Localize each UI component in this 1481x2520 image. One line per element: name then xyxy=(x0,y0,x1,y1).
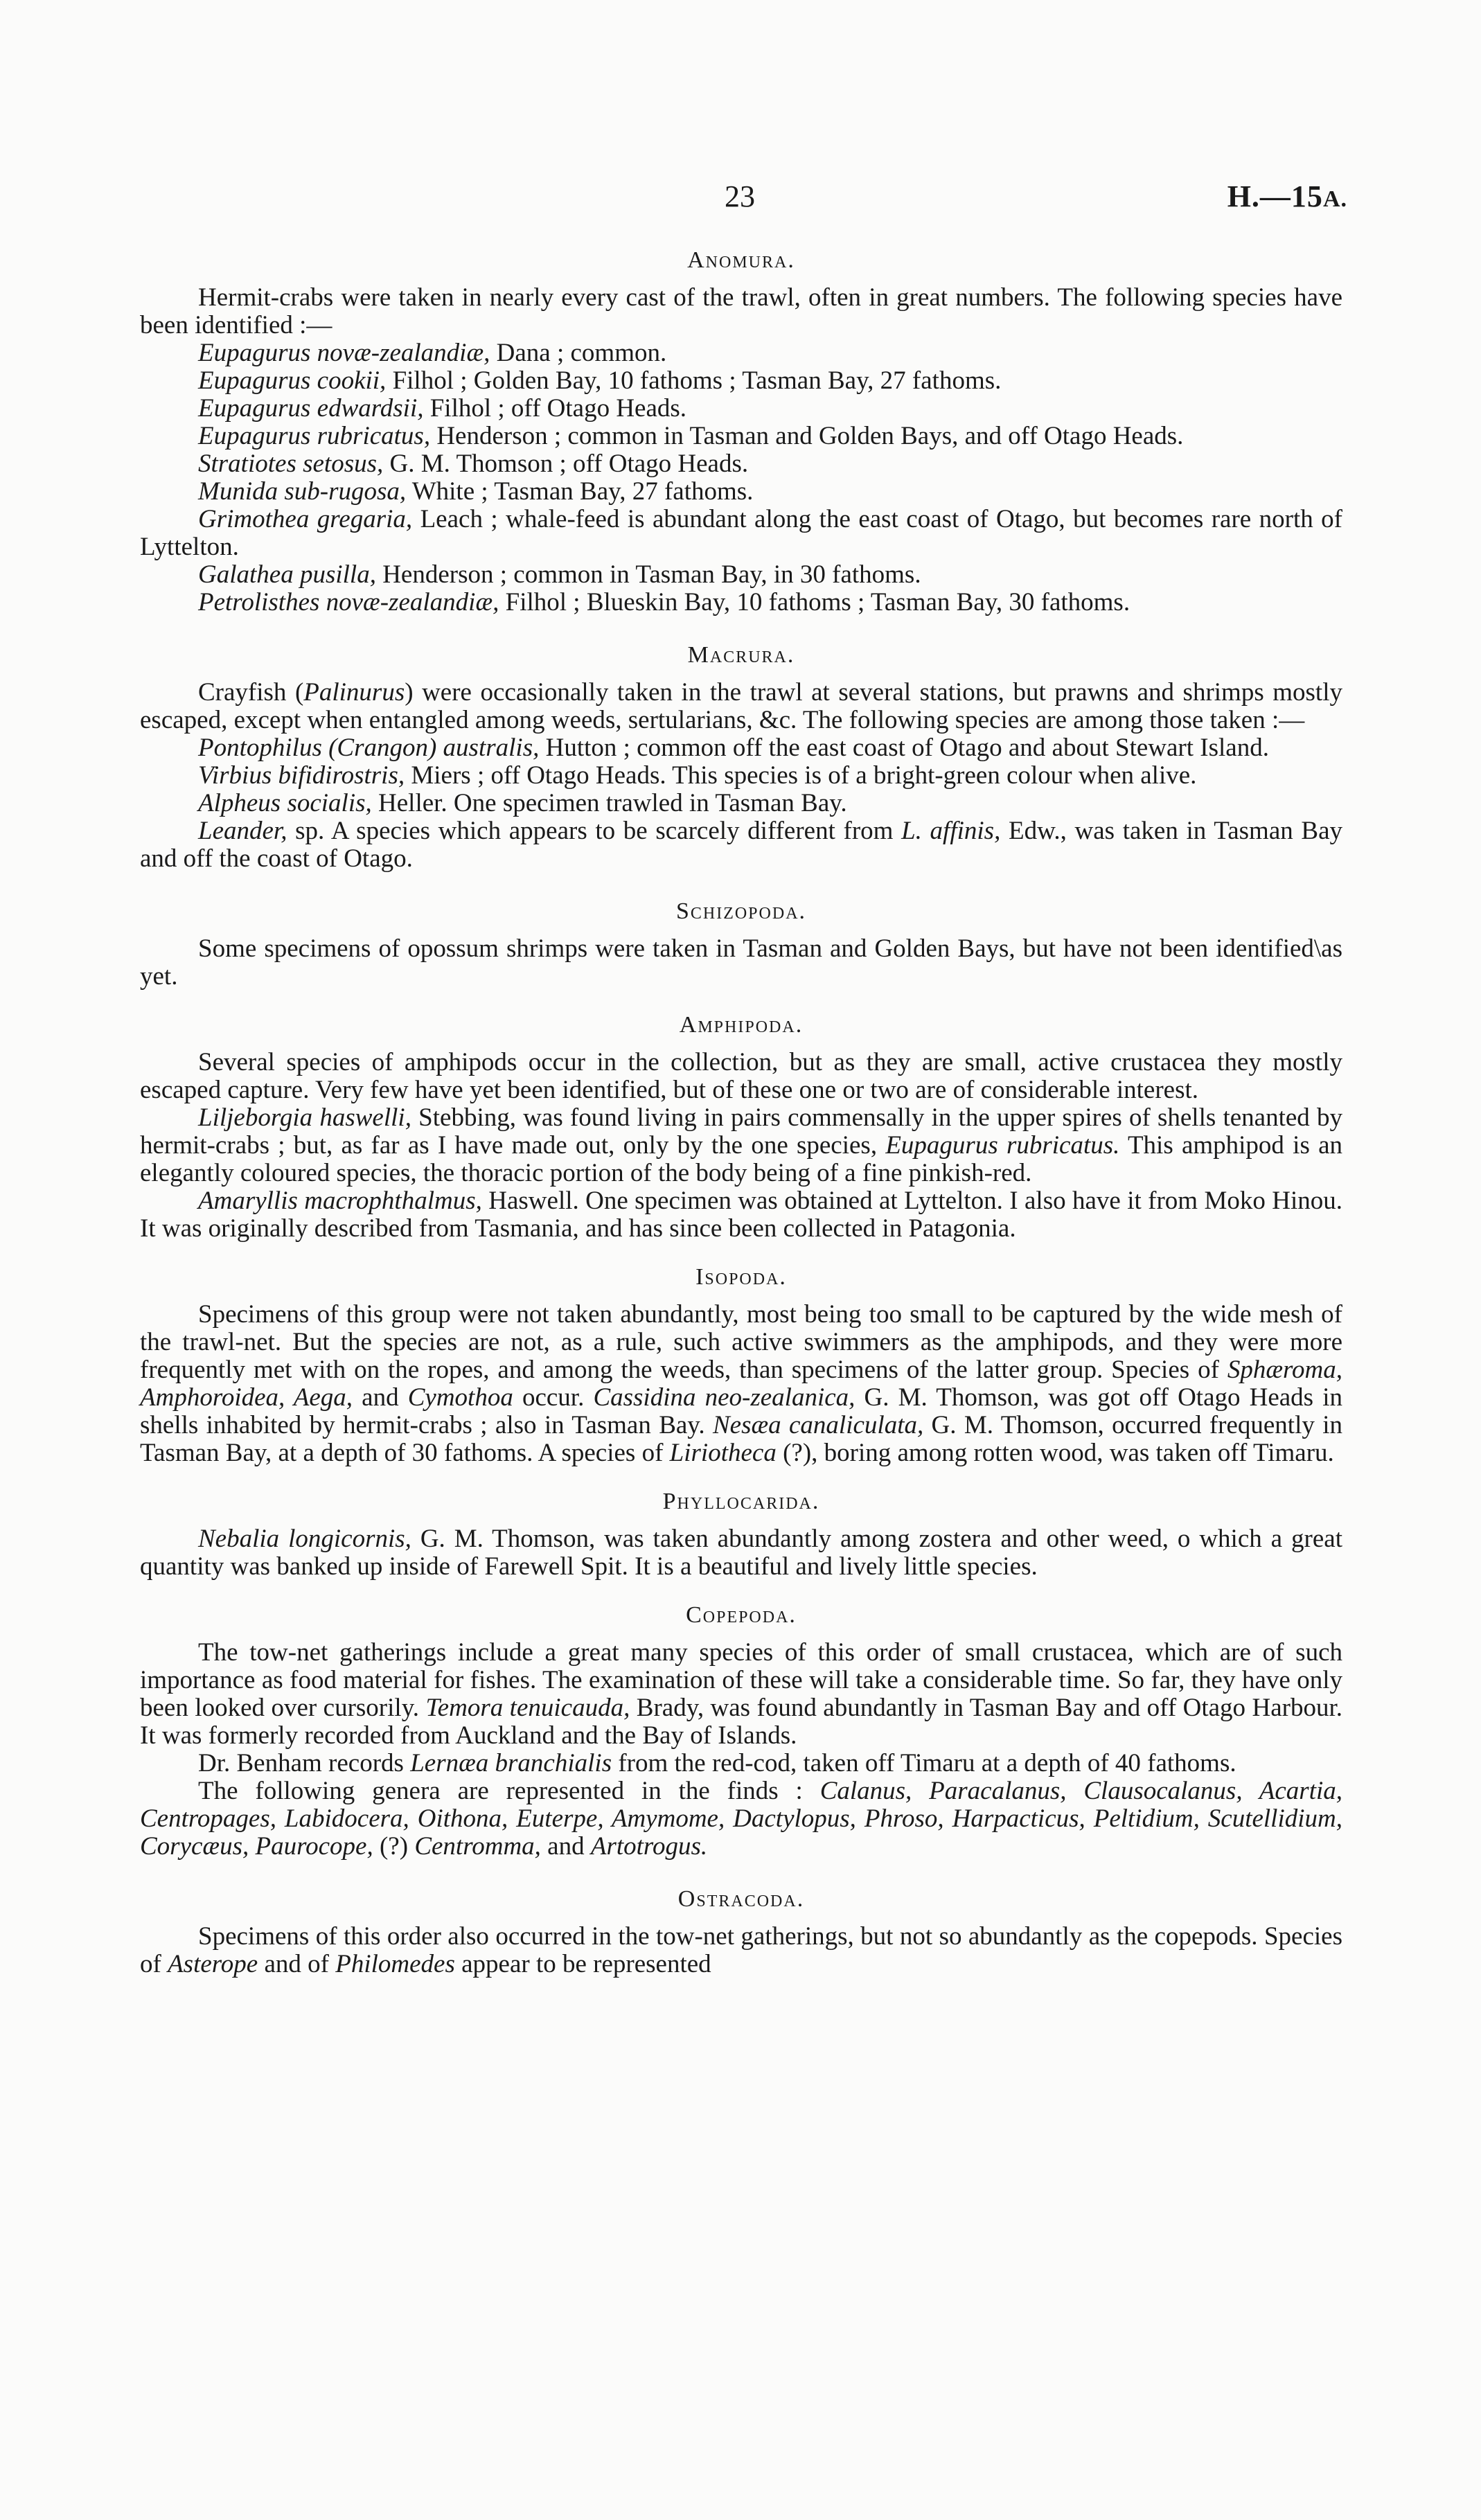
species-text: Leach ; whale-feed is abundant along the east coast of Otago, but becomes rare north of Lyttelton. xyxy=(140,505,1342,561)
species-name: Lernæa branchialis xyxy=(410,1749,612,1777)
genus-name: Centromma, xyxy=(414,1832,541,1861)
amphipoda-paragraph xyxy=(140,1187,1342,1243)
text-run: appear to be represented xyxy=(454,1950,711,1978)
genus-name: Asterope xyxy=(168,1950,258,1978)
page-body xyxy=(140,247,1342,1978)
genus-names: Sphæroma, Amphoroidea, Aega, xyxy=(140,1356,1342,1412)
species-name: Leander, xyxy=(198,817,287,845)
phyllocarida-paragraph xyxy=(140,1525,1342,1581)
page-header xyxy=(0,179,1481,220)
text-run: and of xyxy=(258,1950,336,1978)
species-name: Pontophilus (Crangon) australis, xyxy=(198,734,540,762)
schizopoda-paragraph: Some specimens of opossum shrimps were taken in Tasman and Golden Bays, but have not been identified\as yet. xyxy=(140,934,1342,991)
page-number: 23 xyxy=(725,179,755,213)
text-run: Crayfish ( xyxy=(198,678,304,707)
text-run: Specimens of this order also occurred in the tow-net gatherings, but not so abundantly as the copepods. Species of xyxy=(140,1922,1342,1978)
text-run: and xyxy=(540,1832,591,1861)
species-text: Henderson ; common in Tasman Bay, in 30 fathoms. xyxy=(375,560,921,589)
species-name: Petrolisthes novæ-zealandiæ, xyxy=(198,588,499,616)
species-name: Nesæa canaliculata, xyxy=(712,1411,924,1439)
section-title-phyllocarida: Phyllocarida. xyxy=(662,1489,820,1514)
species-name: Eupagurus cookii, xyxy=(198,366,387,395)
species-name: Eupagurus rubricatus. xyxy=(885,1131,1120,1160)
species-name: Nebalia longicornis, xyxy=(198,1525,411,1553)
text-run: The tow-net gatherings include a great many species of this order of small crustacea, which are of such importance as food material for fishes. The examination of these will take a considerable time. So far, they have only been looked over cursorily. xyxy=(140,1638,1342,1722)
text-run: G. M. Thomson, occurred frequently in Tasman Bay, at a depth of 30 fathoms. A species of xyxy=(140,1411,1342,1467)
species-text: Henderson ; common in Tasman and Golden Bays, and off Otago Heads. xyxy=(430,422,1184,450)
section-title-macrura: Macrura. xyxy=(687,642,795,668)
species-entry xyxy=(140,762,1342,790)
species-name: Stratiotes setosus, xyxy=(198,450,384,478)
section-title-isopoda: Isopoda. xyxy=(695,1264,787,1290)
text-run: Brady, was found abundantly in Tasman Bay and off Otago Harbour. It was formerly recorded from Auckland and the Bay of Islands. xyxy=(140,1694,1342,1750)
macrura-intro xyxy=(140,679,1342,734)
section-title-copepoda: Copepoda. xyxy=(686,1602,797,1628)
species-text: Miers ; off Otago Heads. This species is of a bright-green colour when alive. xyxy=(405,761,1197,790)
species-name: Munida sub-rugosa, xyxy=(198,477,407,506)
species-text: G. M. Thomson ; off Otago Heads. xyxy=(383,450,749,478)
species-entry xyxy=(140,423,1342,450)
species-entry xyxy=(198,478,1342,506)
species-entry xyxy=(140,506,1342,561)
genus-names: Calanus, Paracalanus, Clausocalanus, Acartia, Centropages, Labidocera, Oithona, Euterpe, Amymome, Dactylopus, Phroso, Harpacticus, Peltidium, Scutellidium, Corycæus, Paurocope, xyxy=(140,1777,1343,1861)
text-run: Specimens of this group were not taken abundantly, most being too small to be captured by the wide mesh of the trawl-net. But the species are not, as a rule, such active swimmers as the amphipods, and they were more frequently met with on the ropes, and among the weeds, than specimens of the latter group. Species of xyxy=(140,1300,1342,1384)
amphipoda-paragraph xyxy=(140,1104,1342,1187)
species-name: Grimothea gregaria, xyxy=(198,505,413,533)
genus-name: Liriotheca xyxy=(669,1439,777,1467)
species-entry xyxy=(198,367,1342,395)
text-run: G. M. Thomson, was taken abundantly among zostera and other weed, o which a great quantity was banked up inside of Farewell Spit. It is a beautiful and lively little species. xyxy=(140,1525,1342,1581)
section-title-amphipoda: Amphipoda. xyxy=(679,1012,804,1038)
ostracoda-paragraph xyxy=(140,1923,1342,1978)
species-name: Amaryllis macrophthalmus, xyxy=(198,1187,482,1215)
text-run: occur. xyxy=(513,1383,594,1412)
text-run: ) were occasionally taken in the trawl at several stations, but prawns and shrimps mostly escaped, except when entangled among weeds, sertularians, &c. The following species are among those taken :— xyxy=(140,678,1342,734)
isopoda-paragraph xyxy=(140,1301,1342,1467)
species-name: Cassidina neo-zealanica, xyxy=(593,1383,855,1412)
species-name: Eupagurus novæ-zealandiæ, xyxy=(198,339,490,367)
document-reference-main: H.—15 xyxy=(1227,179,1323,213)
species-text: Filhol ; off Otago Heads. xyxy=(423,394,687,423)
text-run: Haswell. One specimen was obtained at Lyttelton. I also have it from Moko Hinou. It was originally described from Tasmania, and has since been collected in Patagonia. xyxy=(140,1187,1343,1243)
text-run: G. M. Thomson, was got off Otago Heads in shells inhabited by hermit-crabs ; also in Tasman Bay. xyxy=(140,1383,1342,1439)
genus-name: Artotrogus. xyxy=(590,1832,708,1861)
species-entry xyxy=(198,395,1342,423)
species-text: Dana ; common. xyxy=(490,339,667,367)
species-text: sp. A species which appears to be scarcely different from xyxy=(287,817,902,845)
amphipoda-paragraph: Several species of amphipods occur in the collection, but as they are small, active crustacea they mostly escaped capture. Very few have yet been identified, but of these one or two are of considerable interest. xyxy=(140,1048,1342,1104)
species-entry xyxy=(198,561,1342,589)
anomura-intro: Hermit-crabs were taken in nearly every cast of the trawl, often in great numbers. The following species have been identified :— xyxy=(140,283,1342,339)
species-entry xyxy=(140,734,1342,762)
species-text: Heller. One specimen trawled in Tasman Bay. xyxy=(371,789,847,817)
species-name: Eupagurus rubricatus, xyxy=(198,422,431,450)
species-text: White ; Tasman Bay, 27 fathoms. xyxy=(406,477,754,506)
text-run: Stebbing, was found living in pairs commensally in the upper spires of shells tenanted by hermit-crabs ; but, as far as I have made out, only by the one species, xyxy=(140,1103,1343,1160)
copepoda-paragraph xyxy=(140,1777,1342,1861)
species-name: Alpheus socialis, xyxy=(198,789,372,817)
document-reference-suffix: A. xyxy=(1322,186,1347,212)
species-name: Temora tenuicauda, xyxy=(425,1694,630,1722)
species-entry xyxy=(198,450,1342,478)
species-entry xyxy=(140,817,1342,873)
text-run: and xyxy=(353,1383,408,1412)
genus-name: Cymothoa xyxy=(407,1383,513,1412)
species-name: Liljeborgia haswelli, xyxy=(198,1103,411,1132)
text-run: This amphipod is an elegantly coloured species, the thoracic portion of the body being of a fine pinkish-red. xyxy=(140,1131,1343,1187)
species-entry xyxy=(198,790,1342,817)
species-text: Filhol ; Blueskin Bay, 10 fathoms ; Tasman Bay, 30 fathoms. xyxy=(499,588,1130,616)
genus-name: Palinurus xyxy=(303,678,405,707)
section-title-ostracoda: Ostracoda. xyxy=(677,1886,805,1912)
species-text: Hutton ; common off the east coast of Otago and about Stewart Island. xyxy=(539,734,1269,762)
species-text: Edw., was taken in Tasman Bay and off the coast of Otago. xyxy=(140,817,1342,873)
species-name: Eupagurus edwardsii, xyxy=(198,394,424,423)
species-text: Filhol ; Golden Bay, 10 fathoms ; Tasman Bay, 27 fathoms. xyxy=(386,366,1002,395)
text-run: Dr. Benham records xyxy=(198,1749,411,1777)
copepoda-paragraph xyxy=(140,1639,1342,1750)
text-run: (?) xyxy=(373,1832,415,1861)
species-entry xyxy=(198,589,1342,616)
copepoda-paragraph xyxy=(140,1750,1342,1777)
species-name: Galathea pusilla, xyxy=(198,560,376,589)
document-reference xyxy=(1227,179,1347,214)
text-run: from the red-cod, taken off Timaru at a depth of 40 fathoms. xyxy=(612,1749,1236,1777)
section-title-anomura: Anomura. xyxy=(687,247,795,273)
species-entry xyxy=(198,339,1342,367)
genus-name: Philomedes xyxy=(335,1950,455,1978)
species-name: Virbius bifidirostris, xyxy=(198,761,405,790)
species-name: L. affinis, xyxy=(901,817,1001,845)
section-title-schizopoda: Schizopoda. xyxy=(675,898,807,924)
text-run: (?), boring among rotten wood, was taken off Timaru. xyxy=(776,1439,1334,1467)
text-run: The following genera are represented in the finds : xyxy=(198,1777,820,1805)
